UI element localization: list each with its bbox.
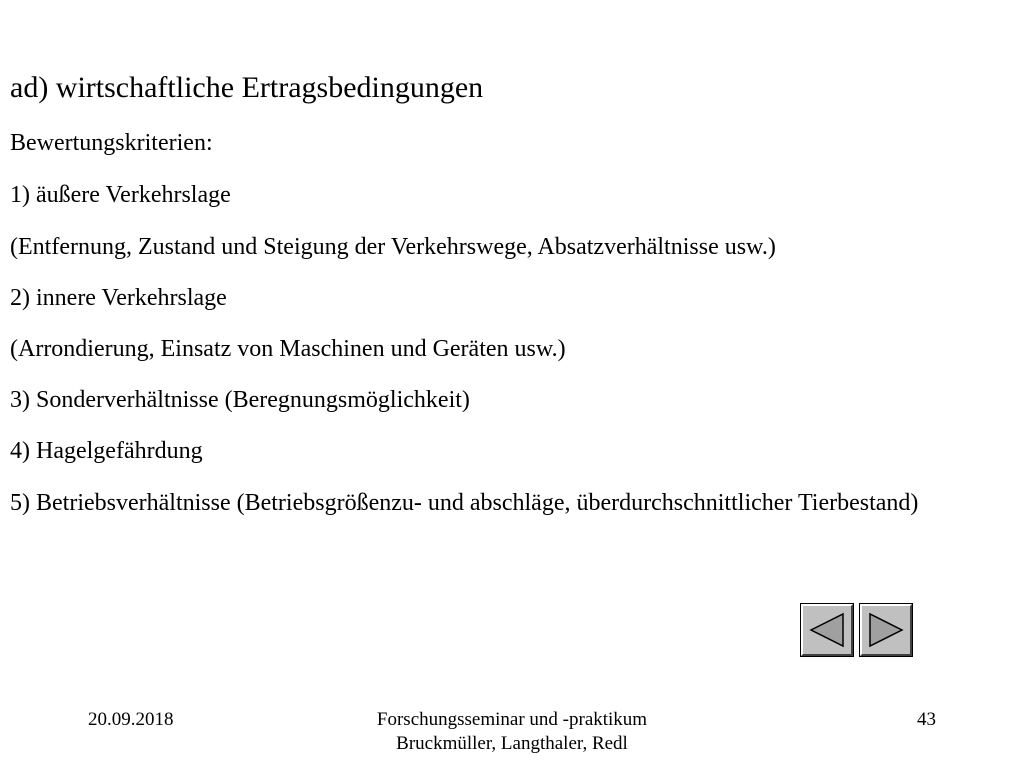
criterion-4: 4) Hagelgefährdung [10, 438, 203, 464]
criterion-3: 3) Sonderverhältnisse (Beregnungsmöglichkeit) [10, 387, 470, 413]
triangle-left-icon [806, 609, 848, 651]
criterion-1-detail: (Entfernung, Zustand und Steigung der Verkehrswege, Absatzverhältnisse usw.) [10, 234, 776, 260]
criterion-1: 1) äußere Verkehrslage [10, 182, 231, 208]
triangle-right-icon [865, 609, 907, 651]
footer-course: Forschungsseminar und -praktikum [376, 709, 648, 730]
criterion-2: 2) innere Verkehrslage [10, 285, 227, 311]
footer-authors: Bruckmüller, Langthaler, Redl [396, 733, 628, 754]
criteria-heading: Bewertungskriterien: [10, 130, 213, 156]
footer-course-info [300, 708, 724, 756]
previous-slide-button[interactable] [801, 604, 853, 656]
footer-date: 20.09.2018 [88, 709, 174, 730]
criterion-2-detail: (Arrondierung, Einsatz von Maschinen und Geräten usw.) [10, 336, 566, 362]
next-slide-button[interactable] [860, 604, 912, 656]
slide-title: ad) wirtschaftliche Ertragsbedingungen [10, 71, 484, 104]
page-number: 43 [917, 709, 936, 730]
criterion-5: 5) Betriebsverhältnisse (Betriebsgrößenzu- und abschläge, überdurchschnittlicher Tierbestand) [10, 490, 919, 516]
